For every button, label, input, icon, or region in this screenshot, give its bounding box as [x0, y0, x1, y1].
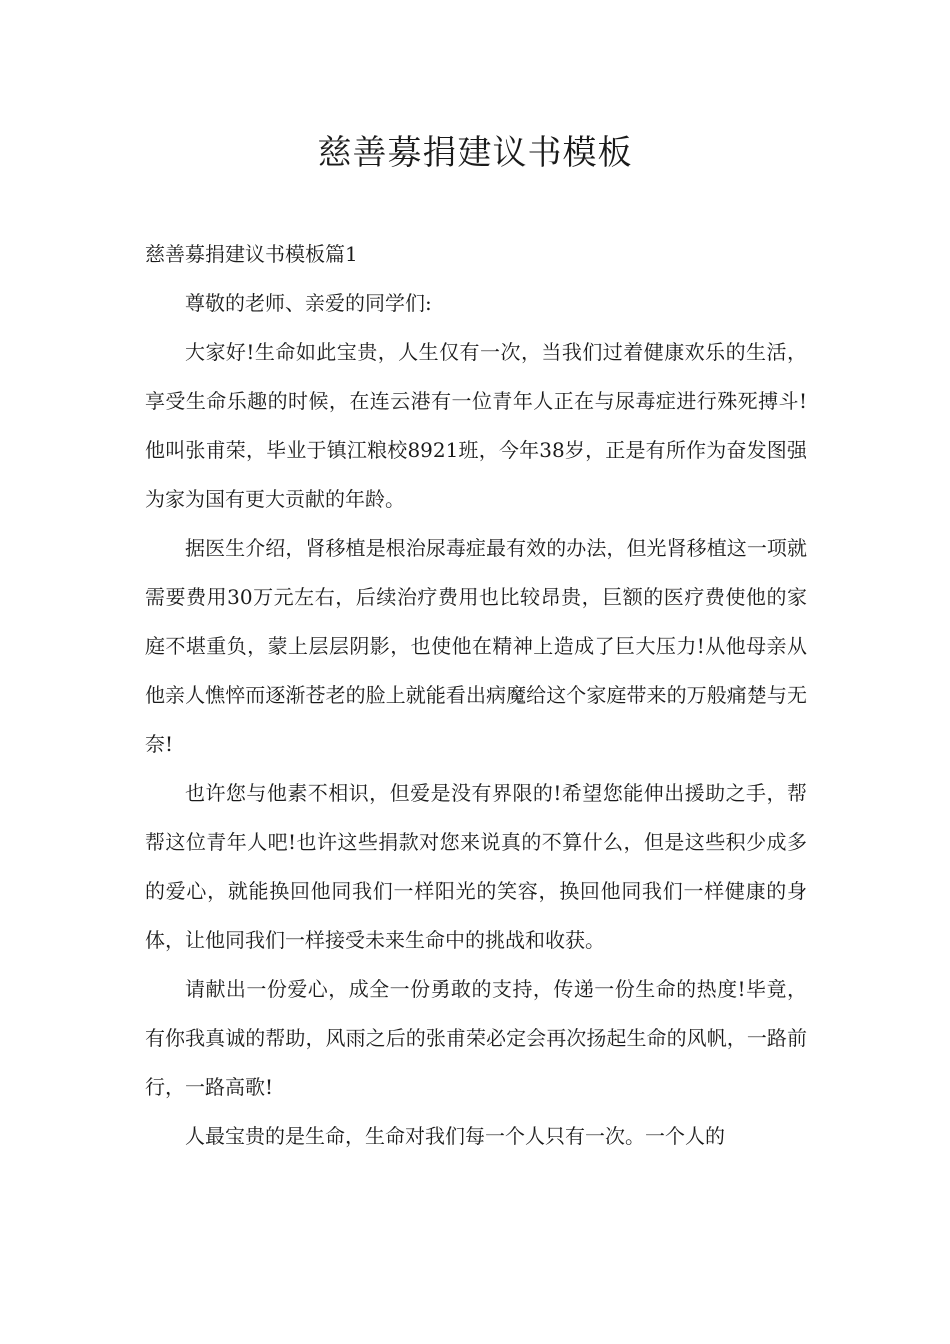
document-title: 慈善募捐建议书模板	[317, 133, 633, 173]
document-body	[145, 230, 807, 1161]
paragraph-salutation: 尊敬的老师、亲爱的同学们:	[185, 291, 432, 315]
paragraph: 也许您与他素不相识，但爱是没有界限的!希望您能伸出援助之手，帮帮这位青年人吧!也许这些捐款对您来说真的不算什么，但是这些积少成多的爱心，就能换回他同我们一样阳光的笑容，换回他同我们一样健康的身体，让他同我们一样接受未来生命中的挑战和收获。	[145, 781, 807, 952]
paragraph: 据医生介绍，肾移植是根治尿毒症最有效的办法，但光肾移植这一项就需要费用30万元左右，后续治疗费用也比较昂贵，巨额的医疗费使他的家庭不堪重负，蒙上层层阴影，也使他在精神上造成了巨大压力!从他母亲从他亲人憔悴而逐渐苍老的脸上就能看出病魔给这个家庭带来的万般痛楚与无奈!	[145, 536, 807, 756]
paragraph: 大家好!生命如此宝贵，人生仅有一次，当我们过着健康欢乐的生活，享受生命乐趣的时候，在连云港有一位青年人正在与尿毒症进行殊死搏斗!他叫张甫荣，毕业于镇江粮校8921班，今年38岁，正是有所作为奋发图强为家为国有更大贡献的年龄。	[145, 340, 807, 511]
paragraph: 请献出一份爱心，成全一份勇敢的支持，传递一份生命的热度!毕竟，有你我真诚的帮助，风雨之后的张甫荣必定会再次扬起生命的风帆，一路前行，一路高歌!	[145, 977, 807, 1099]
section-title: 慈善募捐建议书模板篇1	[145, 242, 358, 266]
paragraph: 人最宝贵的是生命，生命对我们每一个人只有一次。一个人的	[185, 1124, 725, 1148]
